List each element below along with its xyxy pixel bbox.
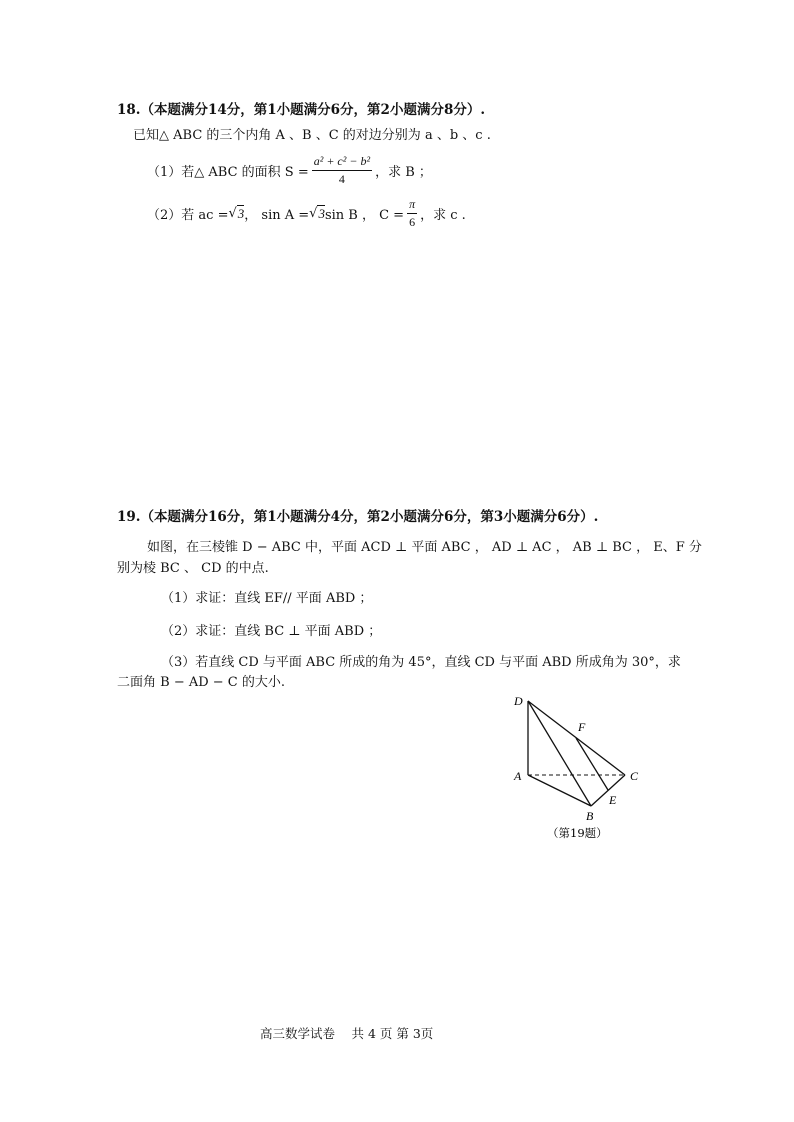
q18-part1-prefix: （1）若△ ABC 的面积 S = [147, 164, 309, 180]
q18-sqrt-value-2: 3 [318, 205, 325, 221]
label-B: B [586, 809, 594, 823]
q18-angle-denominator: 6 [409, 214, 416, 229]
q18-sqrt-value-1: 3 [237, 205, 245, 221]
q19-part2: （2）求证：直线 BC ⊥ 平面 ABD ； [161, 624, 382, 639]
sqrt-symbol: √ [228, 205, 237, 221]
label-D: D [514, 694, 523, 708]
q18-part2-suffix: ，求 c . [420, 207, 466, 223]
q18-area-numerator: a² + c² − b² [312, 155, 372, 171]
label-E: E [609, 793, 617, 807]
q19-part3-line1: （3）若直线 CD 与平面 ABC 所成的角为 45°，直线 CD 与平面 ABD 所成角为 30°，求 [161, 655, 681, 670]
q18-intro: 已知△ ABC 的三个内角 A 、B 、C 的对边分别为 a 、b 、c . [133, 128, 491, 143]
q19-header: 19.（本题满分16分，第1小题满分4分，第2小题满分6分，第3小题满分6分）. [117, 509, 599, 525]
page-footer: 高三数学试卷 共 4 页 第 3页 [260, 1026, 434, 1041]
q18-angle-numerator: π [407, 198, 417, 214]
q18-part2 [147, 193, 466, 233]
label-F: F [578, 720, 586, 734]
q19-intro-line1: 如图，在三棱锥 D − ABC 中，平面 ACD ⊥ 平面 ABC ， AD ⊥ AC ， AB ⊥ BC ， E、F 分 [147, 540, 702, 555]
edge-BC [591, 775, 625, 806]
sqrt-symbol: √ [309, 205, 318, 221]
q18-area-fraction [312, 155, 372, 185]
q18-part2-prefix: （2）若 ac = [147, 207, 229, 223]
label-C: C [630, 769, 639, 783]
q18-part1-suffix: ，求 B ； [375, 164, 432, 180]
q19-intro-line2: 别为棱 BC 、 CD 的中点. [117, 561, 269, 576]
figure-caption: （第19题） [547, 826, 608, 840]
label-A: A [514, 769, 522, 783]
q19-part3-line2: 二面角 B − AD − C 的大小. [117, 675, 286, 690]
q18-part1 [147, 150, 432, 190]
segment-FE [576, 738, 608, 790]
q18-header: 18.（本题满分14分，第1小题满分6分，第2小题满分8分）. [117, 102, 486, 118]
q18-part2-mid1: ， sin A = [244, 207, 310, 223]
q19-part1: （1）求证：直线 EF// 平面 ABD ； [161, 591, 373, 606]
tetrahedron-figure [505, 688, 655, 848]
q18-angle-fraction [407, 198, 417, 228]
q18-part2-mid2: sin B ， C = [324, 207, 405, 223]
q18-area-denominator: 4 [338, 171, 345, 186]
